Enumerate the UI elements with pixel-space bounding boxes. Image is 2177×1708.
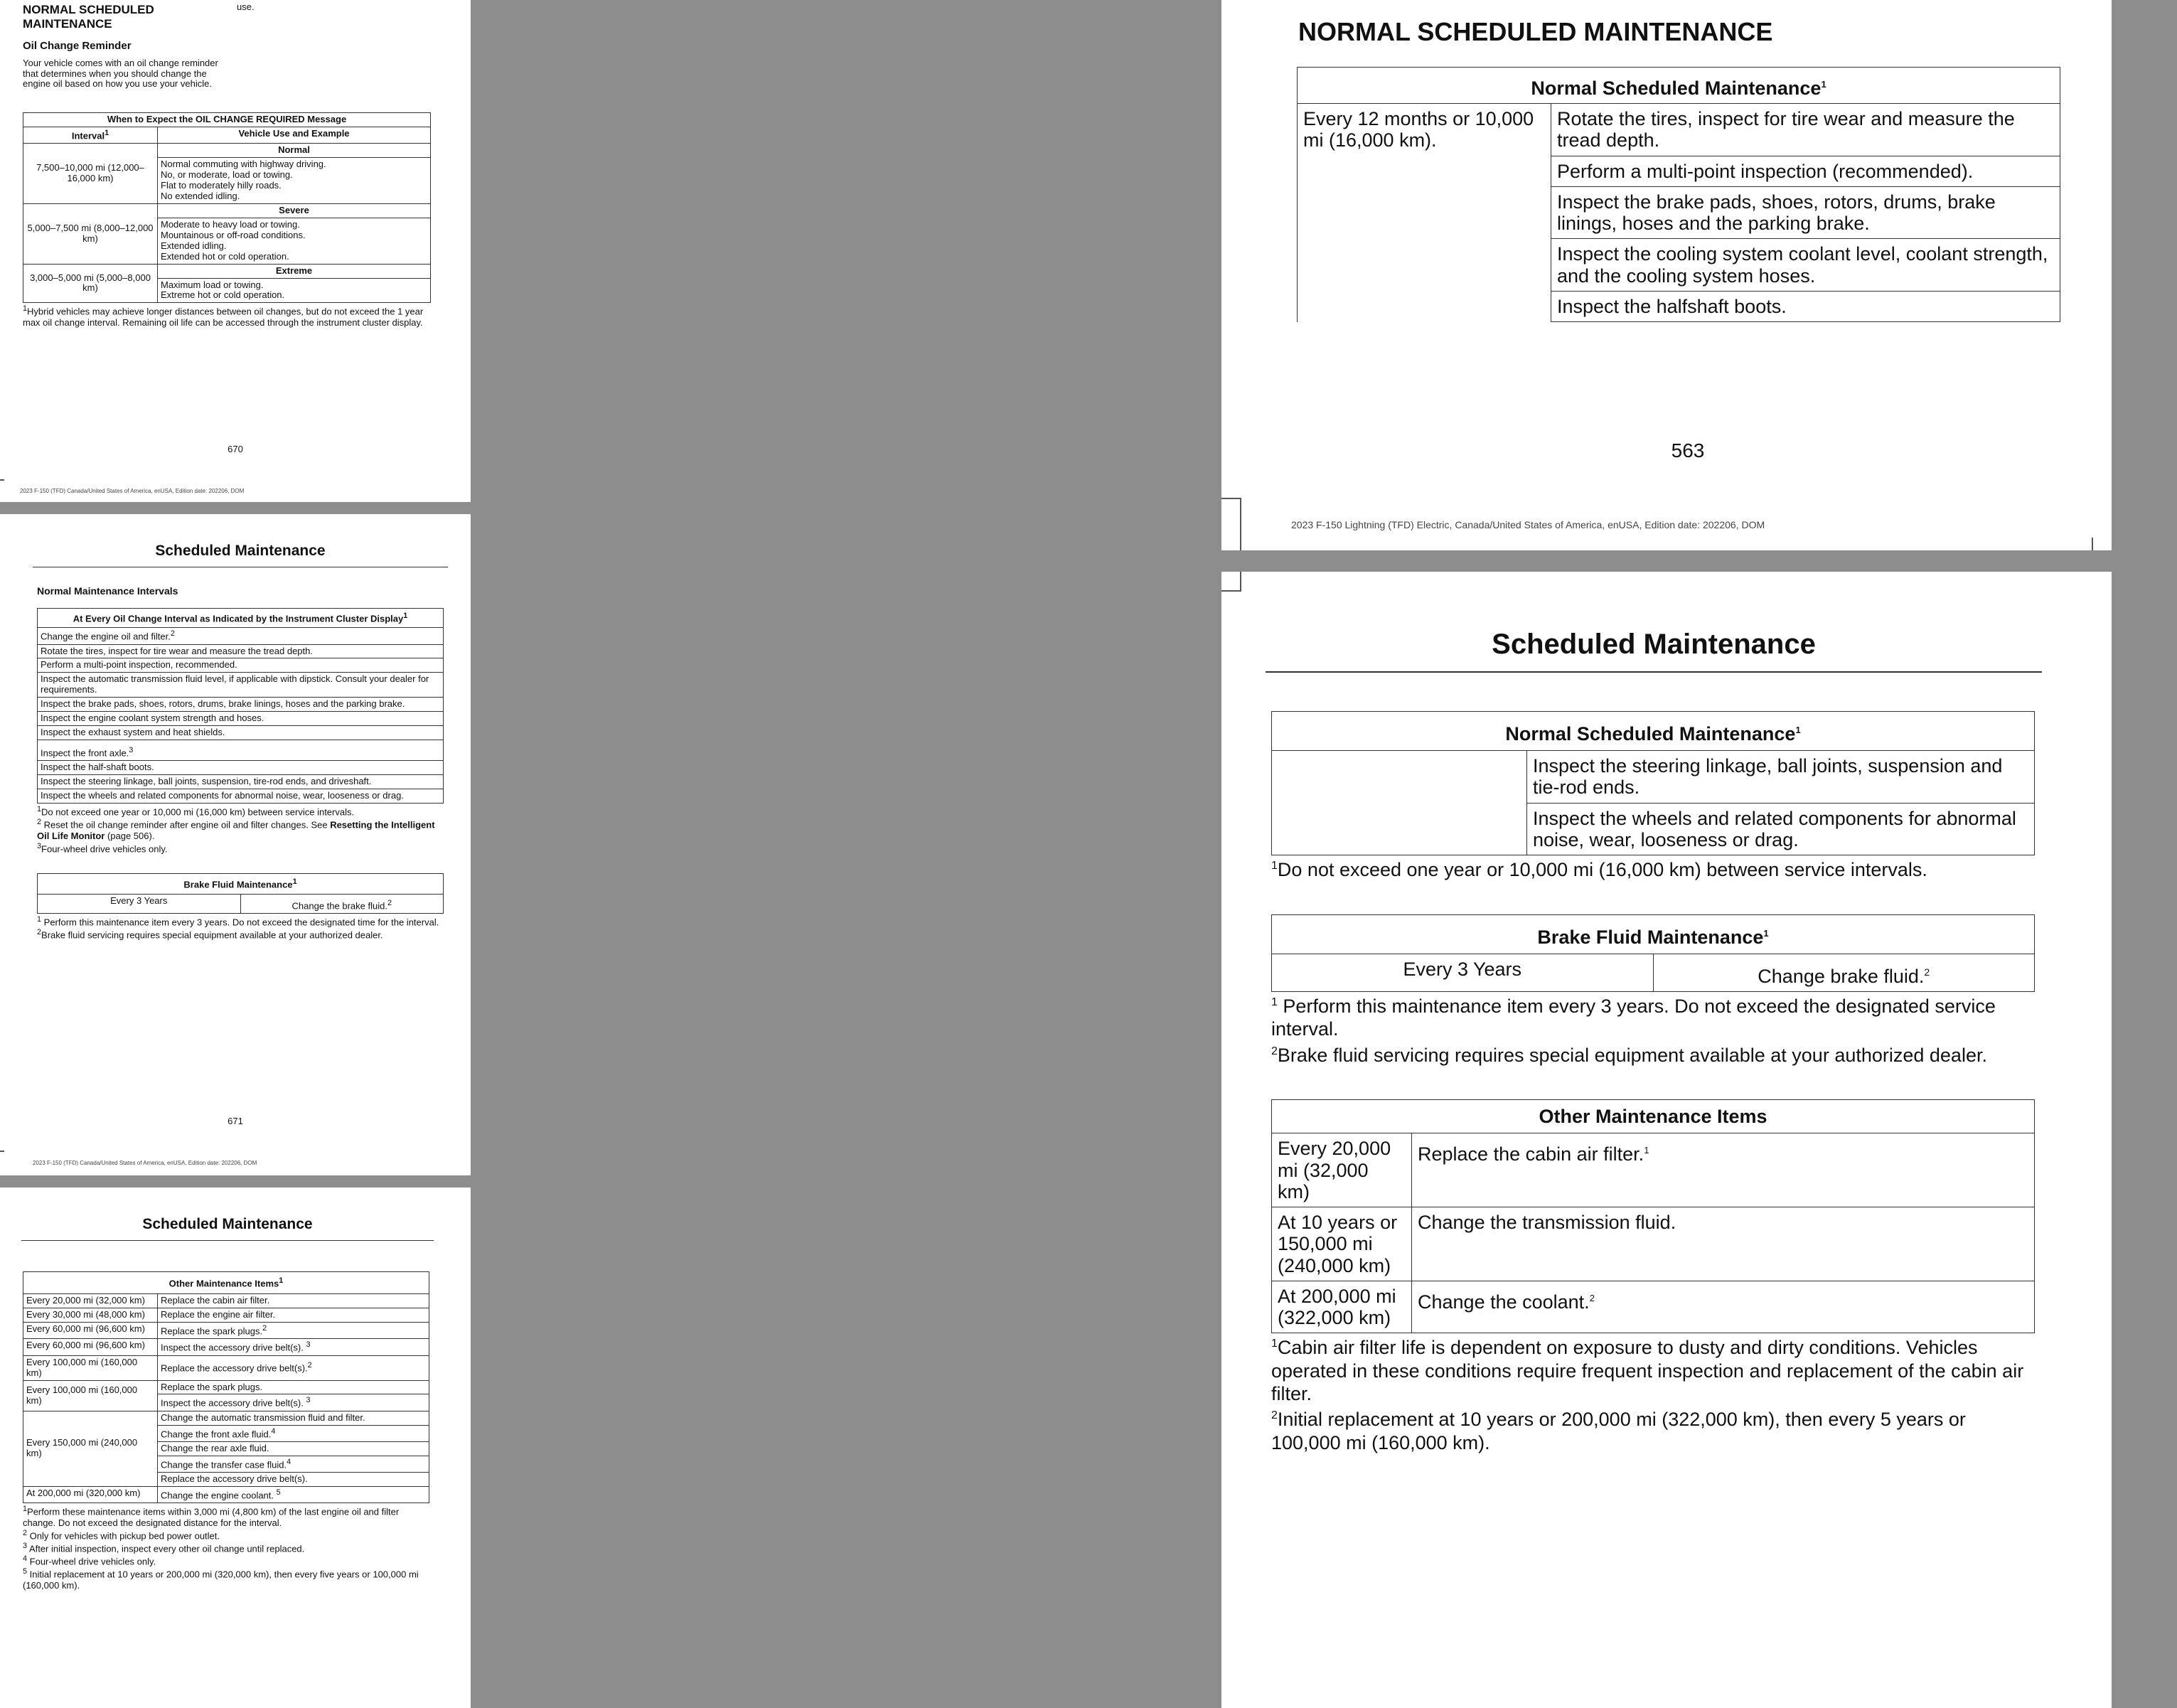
interval-severe: 5,000–7,500 mi (8,000–12,000 km) [23,203,158,264]
right-page-563 [1221,0,2112,550]
table-title: Normal Scheduled Maintenance$^1$ [1298,68,2060,104]
table-title: When to Expect the OIL CHANGE REQUIRED Message [23,113,431,127]
page-title: NORMAL SCHEDULED MAINTENANCE [1298,17,1773,46]
oil-change-table-wrap [23,112,431,329]
other-footnote-1: $^1$Cabin air filter life is dependent on exposure to dusty and dirty conditions. Vehicles operated in these conditions require frequent inspection and replacement of the cabin air filter. [1271,1337,2024,1405]
page-edge-marker [1240,498,1241,550]
page-footer: 2023 F-150 Lightning (TFD) Electric, Canada/United States of America, enUSA, Edition date: 202206, DOM [1291,519,1765,530]
item-cell: Change the front axle fluid.$^4$ [158,1425,429,1441]
table-row: Perform a multi-point inspection, recommended. [38,658,444,673]
page-number: 670 [228,444,243,454]
interval-cell: Every 60,000 mi (96,600 km) [23,1323,158,1339]
item-cell: Inspect the cooling system coolant level, coolant strength, and the cooling system hoses. [1551,239,2060,291]
oil-change-table [23,112,431,303]
page-edge-marker [1221,498,1240,499]
table-row: Inspect the automatic transmission fluid level, if applicable with dipstick. Consult your dealer for requirements. [38,673,444,698]
normal-line: No, or moderate, load or towing. [161,169,293,181]
severe-line: Mountainous or off-road conditions. [161,229,306,240]
brake-action: Change the brake fluid.$^2$ [240,894,444,913]
item-cell: Change the engine coolant. $^5$ [158,1487,429,1503]
item-cell: Inspect the wheels and related components for abnormal noise, wear, looseness or drag. [1527,803,2035,855]
item-cell: Replace the accessory drive belt(s). [158,1473,429,1487]
page-title-line1: NORMAL SCHEDULED [23,3,154,16]
brake-fluid-table [1271,914,2035,992]
normal-line: No extended idling. [161,190,240,201]
page-edge-marker [2092,538,2093,550]
other-items-table [23,1271,429,1503]
item-cell: Replace the cabin air filter.$^1$ [1412,1133,2035,1207]
top-text: use. [237,1,255,12]
page-number: 563 [1671,439,1705,461]
interval-cell: At 200,000 mi (322,000 km) [1272,1281,1412,1333]
item-cell: Replace the cabin air filter. [158,1294,429,1308]
interval-cell: Every 150,000 mi (240,000 km) [23,1411,158,1486]
item-cell: Change the rear axle fluid. [158,1441,429,1456]
table-row: Inspect the wheels and related components for abnormal noise, wear, looseness or drag. [38,789,444,804]
item-cell: Replace the accessory drive belt(s).$^2$ [158,1355,429,1380]
left-page-670 [0,0,471,502]
item-cell: Replace the spark plugs.$^2$ [158,1323,429,1339]
footnote-2: $^2$ Only for vehicles with pickup bed power outlet. [23,1528,220,1542]
table-row: Inspect the steering linkage, ball joints, suspension, tire-rod ends, and driveshaft. [38,775,444,789]
table-row: Inspect the front axle.$^3$ [38,740,444,761]
interval-cell: At 10 years or 150,000 mi (240,000 km) [1272,1207,1412,1281]
brake-fluid-table [37,873,444,914]
footnote: $^1$Hybrid vehicles may achieve longer distances between oil changes, but do not exceed the 1 year max oil change interval. Remaining oil life can be accessed through the instrument cluster display. [23,304,424,329]
nsm-table-wrap [1271,711,2035,1454]
brake-table-title: Brake Fluid Maintenance$^1$ [1272,914,2035,954]
other-table-title: Other Maintenance Items [1272,1100,2035,1133]
title-rule [21,1240,434,1241]
brake-table-title: Brake Fluid Maintenance$^1$ [38,873,444,894]
interval-cell-empty [1272,751,1527,855]
page-footer: 2023 F-150 (TFD) Canada/United States of America, enUSA, Edition date: 202206, DOM [20,488,245,494]
severe-use [158,218,431,264]
extreme-use [158,278,431,303]
table-row: Change the engine oil and filter.$^2$ [38,628,444,644]
page-number: 671 [228,1116,243,1126]
table-row: Inspect the brake pads, shoes, rotors, drums, brake linings, hoses and the parking brake. [38,698,444,712]
page-title [23,3,154,31]
item-cell: Replace the engine air filter. [158,1308,429,1323]
footnote-2: $^2$ Reset the oil change reminder after engine oil and filter changes. See Resetting the Intelligent Oil Life Monitor (page 506). [37,818,435,842]
other-items-table-wrap [23,1271,429,1591]
left-page-671 [0,514,471,1175]
oil-interval-table-wrap [37,608,444,941]
item-cell: Inspect the brake pads, shoes, rotors, drums, brake linings, hoses and the parking brake. [1551,186,2060,238]
normal-use [158,158,431,204]
item-cell: Inspect the accessory drive belt(s). $^3$ [158,1339,429,1355]
brake-footnote-1: $^1$ Perform this maintenance item every 3 years. Do not exceed the designated service interval. [1271,996,1996,1040]
page-edge-marker [0,1151,4,1152]
severe-line: Extended idling. [161,240,227,251]
page-title: Scheduled Maintenance [1492,629,1816,660]
extreme-line: Maximum load or towing. [161,279,264,290]
item-cell: Change the transfer case fluid.$^4$ [158,1456,429,1472]
brake-action: Change brake fluid.$^2$ [1653,954,2035,991]
page-title-line2: MAINTENANCE [23,16,112,31]
item-cell: Perform a multi-point inspection (recommended). [1551,156,2060,186]
nsm-table [1297,67,2060,322]
brake-interval: Every 3 Years [1272,954,1654,991]
nsm-table-wrap [1297,67,2060,322]
oil-interval-table [37,608,444,804]
cross-reference-link[interactable]: Resetting the Intelligent Oil Life Monitor [37,819,435,842]
page-edge-marker [1240,572,1241,592]
item-cell: Inspect the steering linkage, ball joints, suspension and tie-rod ends. [1527,751,2035,803]
interval-cell: Every 12 months or 10,000 mi (16,000 km). [1298,104,1551,322]
item-cell: Inspect the halfshaft boots. [1551,291,2060,321]
footnote-3: $^3$Four-wheel drive vehicles only. [37,841,168,854]
intro-paragraph: Your vehicle comes with an oil change reminder that determines when you should change the engine oil based on how you use your vehicle. [23,58,218,90]
footnote-5: $^5$ Initial replacement at 10 years or 200,000 mi (320,000 km), then every five years or 100,000 mi (160,000 km). [23,1566,419,1591]
item-cell: Change the transmission fluid. [1412,1207,2035,1281]
table-row: Inspect the half-shaft boots. [38,761,444,775]
brake-footnote-2: $^2$Brake fluid servicing requires special equipment available at your authorized dealer. [37,927,383,941]
item-cell: Rotate the tires, inspect for tire wear and measure the tread depth. [1551,104,2060,156]
table-row: Inspect the exhaust system and heat shields. [38,726,444,740]
extreme-line: Extreme hot or cold operation. [161,289,285,301]
footnote-3: $^3$ After initial inspection, inspect every other oil change until replaced. [23,1541,305,1554]
nsm-table [1271,711,2035,855]
section-subtitle: Normal Maintenance Intervals [37,585,178,597]
right-page-564 [1221,572,2112,1708]
col-interval: Interval$^1$ [23,127,158,143]
table-title: At Every Oil Change Interval as Indicated by the Instrument Cluster Display$^1$ [38,609,444,628]
interval-extreme: 3,000–5,000 mi (5,000–8,000 km) [23,264,158,303]
table-title: Normal Scheduled Maintenance$^1$ [1272,712,2035,751]
interval-cell: Every 20,000 mi (32,000 km) [1272,1133,1412,1207]
section-subtitle: Oil Change Reminder [23,40,132,52]
other-footnote-2: $^2$Initial replacement at 10 years or 200,000 mi (322,000 km), then every 5 years or 100,000 mi (160,000 km). [1271,1409,1966,1453]
interval-cell: Every 100,000 mi (160,000 km) [23,1355,158,1380]
item-cell: Change the automatic transmission fluid and filter. [158,1411,429,1425]
interval-cell: Every 60,000 mi (96,600 km) [23,1339,158,1355]
brake-interval: Every 3 Years [38,894,241,913]
page-edge-marker [0,479,4,481]
interval-cell: At 200,000 mi (320,000 km) [23,1487,158,1503]
table-row: Rotate the tires, inspect for tire wear and measure the tread depth. [38,644,444,658]
normal-line: Flat to moderately hilly roads. [161,180,282,191]
severe-line: Moderate to heavy load or towing. [161,218,300,230]
footnote-1: $^1$Do not exceed one year or 10,000 mi (16,000 km) between service intervals. [37,805,355,818]
item-cell: Inspect the accessory drive belt(s). $^3$ [158,1394,429,1411]
item-cell: Replace the spark plugs. [158,1380,429,1394]
severe-line: Extended hot or cold operation. [161,250,289,262]
table-title: Other Maintenance Items$^1$ [23,1272,429,1294]
interval-cell: Every 100,000 mi (160,000 km) [23,1380,158,1411]
title-rule [1266,671,2042,673]
brake-footnote-2: $^2$Brake fluid servicing requires special equipment available at your authorized dealer. [1271,1044,1987,1066]
brake-footnote-1: $^1$ Perform this maintenance item every 3 years. Do not exceed the designated time for the interval. [37,915,439,928]
footnote-1: $^1$Do not exceed one year or 10,000 mi (16,000 km) between service intervals. [1271,859,1927,881]
normal-line: Normal commuting with highway driving. [161,159,326,170]
label-normal: Normal [158,144,431,158]
col-vehicle-use: Vehicle Use and Example [158,127,431,143]
interval-cell: Every 20,000 mi (32,000 km) [23,1294,158,1308]
interval-cell: Every 30,000 mi (48,000 km) [23,1308,158,1323]
page-title: Scheduled Maintenance [155,543,326,559]
label-extreme: Extreme [158,264,431,278]
other-items-table [1271,1099,2035,1333]
page-footer: 2023 F-150 (TFD) Canada/United States of America, enUSA, Edition date: 202206, DOM [33,1160,257,1166]
footnote-4: $^4$ Four-wheel drive vehicles only. [23,1554,156,1567]
page-edge-marker [1221,590,1240,592]
label-severe: Severe [158,203,431,218]
table-row: Inspect the engine coolant system strength and hoses. [38,712,444,726]
item-cell: Change the coolant.$^2$ [1412,1281,2035,1333]
footnote-1: $^1$Perform these maintenance items within 3,000 mi (4,800 km) of the last engine oil and filter change. Do not exceed the designated distance for the interval. [23,1505,400,1529]
left-page-other-items [0,1187,471,1708]
interval-normal: 7,500–10,000 mi (12,000–16,000 km) [23,144,158,204]
page-title: Scheduled Maintenance [142,1216,313,1232]
